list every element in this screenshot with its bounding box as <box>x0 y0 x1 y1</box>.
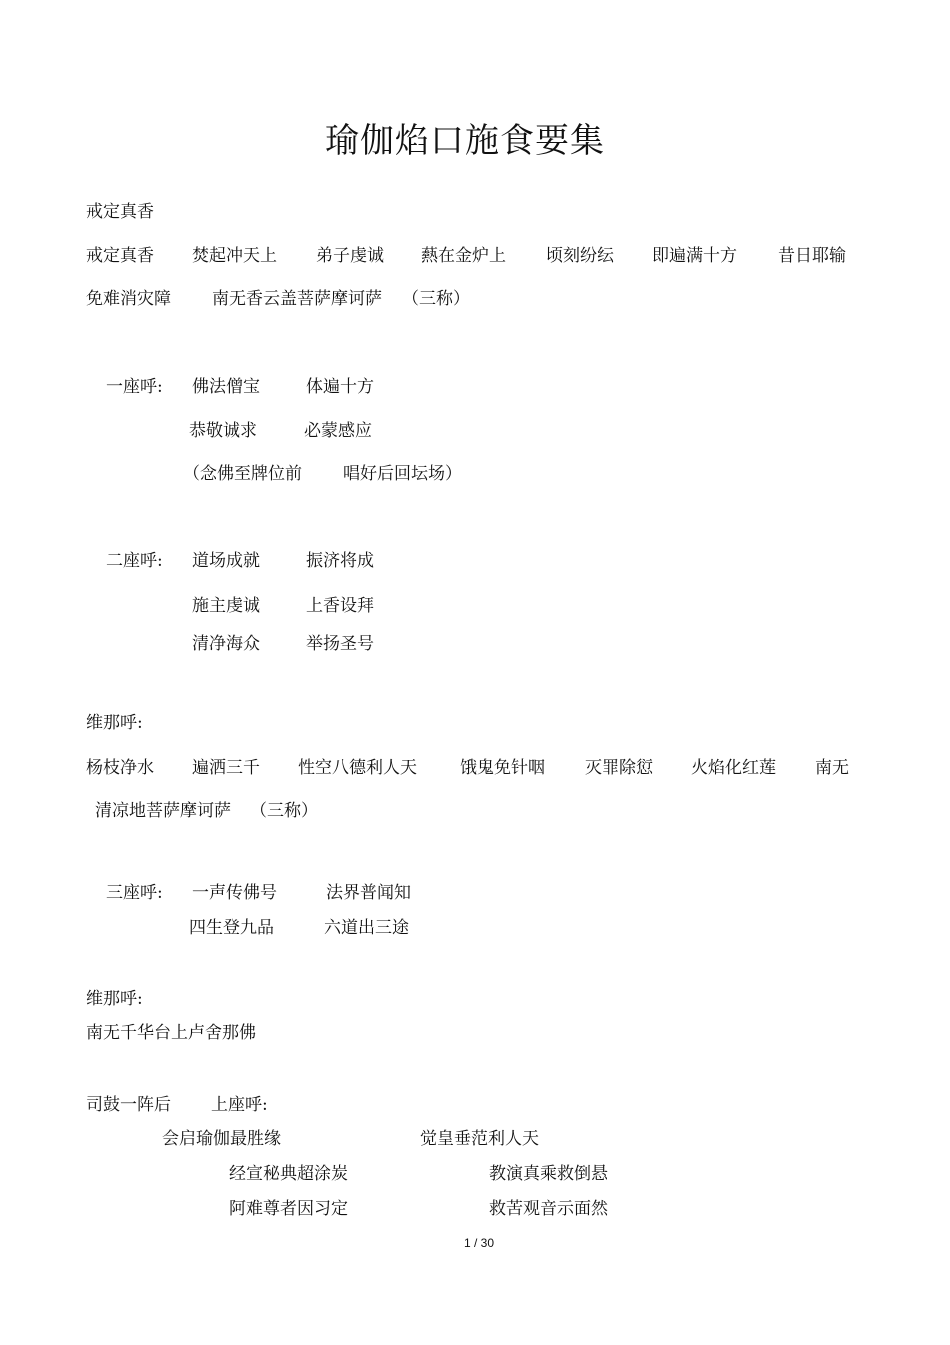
verse-phrase: 戒定真香 <box>86 246 154 266</box>
verse-phrase: 顷刻纷纭 <box>546 246 614 266</box>
speaker-label: 三座呼: <box>106 883 163 903</box>
verse-note: （三称） <box>250 801 318 821</box>
verse-phrase: 爇在金炉上 <box>421 246 506 266</box>
verse-phrase: 六道出三途 <box>324 918 409 938</box>
verse-phrase: 杨枝净水 <box>86 758 154 778</box>
verse-phrase: 遍洒三千 <box>192 758 260 778</box>
verse-phrase: 性空八德利人天 <box>298 758 417 778</box>
verse-phrase: 经宣秘典超涂炭 <box>229 1164 348 1184</box>
verse-phrase: 会启瑜伽最胜缘 <box>162 1129 281 1149</box>
document-title: 瑜伽焰口施食要集 <box>325 121 605 161</box>
verse-phrase: 四生登九品 <box>189 918 274 938</box>
verse-phrase: 南无香云盖菩萨摩诃萨 <box>212 289 382 309</box>
section-heading: 司鼓一阵后 <box>86 1095 171 1115</box>
verse-phrase: 昔日耶输 <box>778 246 846 266</box>
verse-phrase: 饿鬼免针咽 <box>460 758 545 778</box>
section-heading: 戒定真香 <box>86 202 154 222</box>
verse-phrase: 法界普闻知 <box>326 883 411 903</box>
verse-phrase: 一声传佛号 <box>192 883 277 903</box>
verse-phrase: 清净海众 <box>192 634 260 654</box>
verse-phrase: 施主虔诚 <box>192 596 260 616</box>
verse-note: 唱好后回坛场） <box>343 464 462 484</box>
verse-phrase: 清凉地菩萨摩诃萨 <box>95 801 231 821</box>
verse-phrase: 南无 <box>815 758 849 778</box>
verse-phrase: 救苦观音示面然 <box>489 1199 608 1219</box>
verse-phrase: 即遍满十方 <box>652 246 737 266</box>
verse-note: （念佛至牌位前 <box>183 464 302 484</box>
verse-phrase: 恭敬诚求 <box>189 421 257 441</box>
speaker-label: 上座呼: <box>211 1095 268 1115</box>
verse-phrase: 南无千华台上卢舍那佛 <box>86 1023 256 1043</box>
verse-phrase: 阿难尊者因习定 <box>229 1199 348 1219</box>
verse-phrase: 灭罪除愆 <box>585 758 653 778</box>
verse-phrase: 佛法僧宝 <box>192 377 260 397</box>
verse-phrase: 上香设拜 <box>306 596 374 616</box>
verse-phrase: 举扬圣号 <box>306 634 374 654</box>
speaker-label: 一座呼: <box>106 377 163 397</box>
section-heading: 维那呼: <box>86 989 143 1009</box>
speaker-label: 二座呼: <box>106 551 163 571</box>
verse-note: （三称） <box>402 289 470 309</box>
verse-phrase: 觉皇垂范利人天 <box>420 1129 539 1149</box>
verse-phrase: 道场成就 <box>192 551 260 571</box>
verse-phrase: 免难消灾障 <box>86 289 171 309</box>
verse-phrase: 振济将成 <box>306 551 374 571</box>
verse-phrase: 体遍十方 <box>306 377 374 397</box>
verse-phrase: 教演真乘救倒悬 <box>489 1164 608 1184</box>
verse-phrase: 火焰化红莲 <box>691 758 776 778</box>
verse-phrase: 焚起冲天上 <box>192 246 277 266</box>
page-number: 1 / 30 <box>463 1236 495 1250</box>
verse-phrase: 必蒙感应 <box>304 421 372 441</box>
section-heading: 维那呼: <box>86 713 143 733</box>
verse-phrase: 弟子虔诚 <box>316 246 384 266</box>
